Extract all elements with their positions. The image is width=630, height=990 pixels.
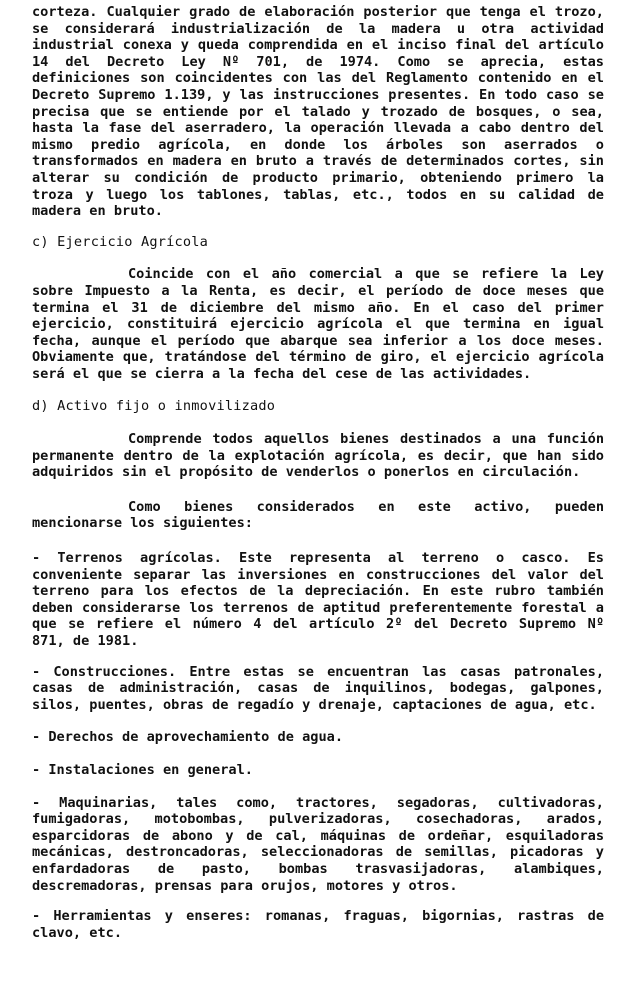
spacer (32, 382, 604, 398)
section-heading-d: d) Activo fijo o inmovilizado (32, 398, 276, 415)
spacer (32, 713, 604, 729)
list-item-terrenos: - Terrenos agrícolas. Este representa al terreno o casco. Es conveniente separar las inversiones en construcciones del valor del terreno para los efectos de la depreciación. En este rubro también deben considerarse los terrenos de aptitud preferentemente forestal a que se refiere el número 4 del artículo 2º del Decreto Supremo Nº 871, de 1981. (32, 550, 604, 649)
section-heading-c: c) Ejercicio Agrícola (32, 233, 209, 250)
spacer (32, 779, 604, 795)
spacer (32, 220, 604, 234)
spacer (32, 746, 604, 762)
spacer (32, 532, 604, 550)
spacer (32, 481, 604, 499)
paragraph-bienes-considerados: Como bienes considerados en este activo, pueden mencionarse los siguientes: (32, 498, 604, 532)
spacer (32, 415, 604, 431)
list-item-maquinarias: - Maquinarias, tales como, tractores, segadoras, cultivadoras, fumigadoras, motobombas, pulverizadoras, cosechadoras, arados, esparcidoras de abono y de cal, máquinas de ordeñar, esquiladoras mecánicas, destroncadoras, seleccionadoras de semillas, picadoras y enfardadoras de pasto, bombas trasvasijadoras, alambiques, descremadoras, prensas para orujos, motores y otros. (32, 794, 604, 894)
spacer (32, 894, 604, 908)
spacer (32, 250, 604, 266)
list-item-construcciones: - Construcciones. Entre estas se encuentran las casas patronales, casas de administración, casas de inquilinos, bodegas, galpones, silos, puentes, obras de regadío y drenaje, captaciones de agua, etc. (32, 663, 604, 713)
list-item-instalaciones: - Instalaciones en general. (32, 761, 253, 778)
paragraph-intro: corteza. Cualquier grado de elaboración posterior que tenga el trozo, se considerará industrialización de la madera u otra actividad industrial conexa y queda comprendida en el inciso final del artículo 14 del Decreto Ley Nº 701, de 1974. Como se aprecia, estas definiciones son coincidentes con las del Reglamento contenido en el Decreto Supremo 1.139, y las instrucciones presentes. En todo caso se precisa que se entiende por el talado y trozado de bosques, o sea, hasta la fase del aserradero, la operación llevada a cabo dentro del mismo predio agrícola, en donde los árboles son aserrados o transformados en madera en bruto a través de determinados cortes, sin alterar su condición de producto primario, obteniendo primero la troza y luego los tablones, tablas, etc., todos en su calidad de madera en bruto. (32, 4, 604, 220)
list-item-derechos: - Derechos de aprovechamiento de agua. (32, 729, 343, 746)
spacer (32, 650, 604, 664)
document-page (32, 4, 604, 941)
paragraph-activo-fijo: Comprende todos aquellos bienes destinados a una función permanente dentro de la explotación agrícola, es decir, que han sido adquiridos sin el propósito de venderlos o ponerlos en circulación. (32, 431, 604, 481)
list-item-herramientas: - Herramientas y enseres: romanas, fraguas, bigornias, rastras de clavo, etc. (32, 908, 604, 941)
paragraph-ejercicio-agricola: Coincide con el año comercial a que se refiere la Ley sobre Impuesto a la Renta, es decir, el período de doce meses que termina el 31 de diciembre del mismo año. En el caso del primer ejercicio, constituirá ejercicio agrícola el que termina en igual fecha, aunque el período que abarque sea inferior a los doce meses. Obviamente que, tratándose del término de giro, el ejercicio agrícola será el que se cierra a la fecha del cese de las actividades. (32, 266, 604, 382)
